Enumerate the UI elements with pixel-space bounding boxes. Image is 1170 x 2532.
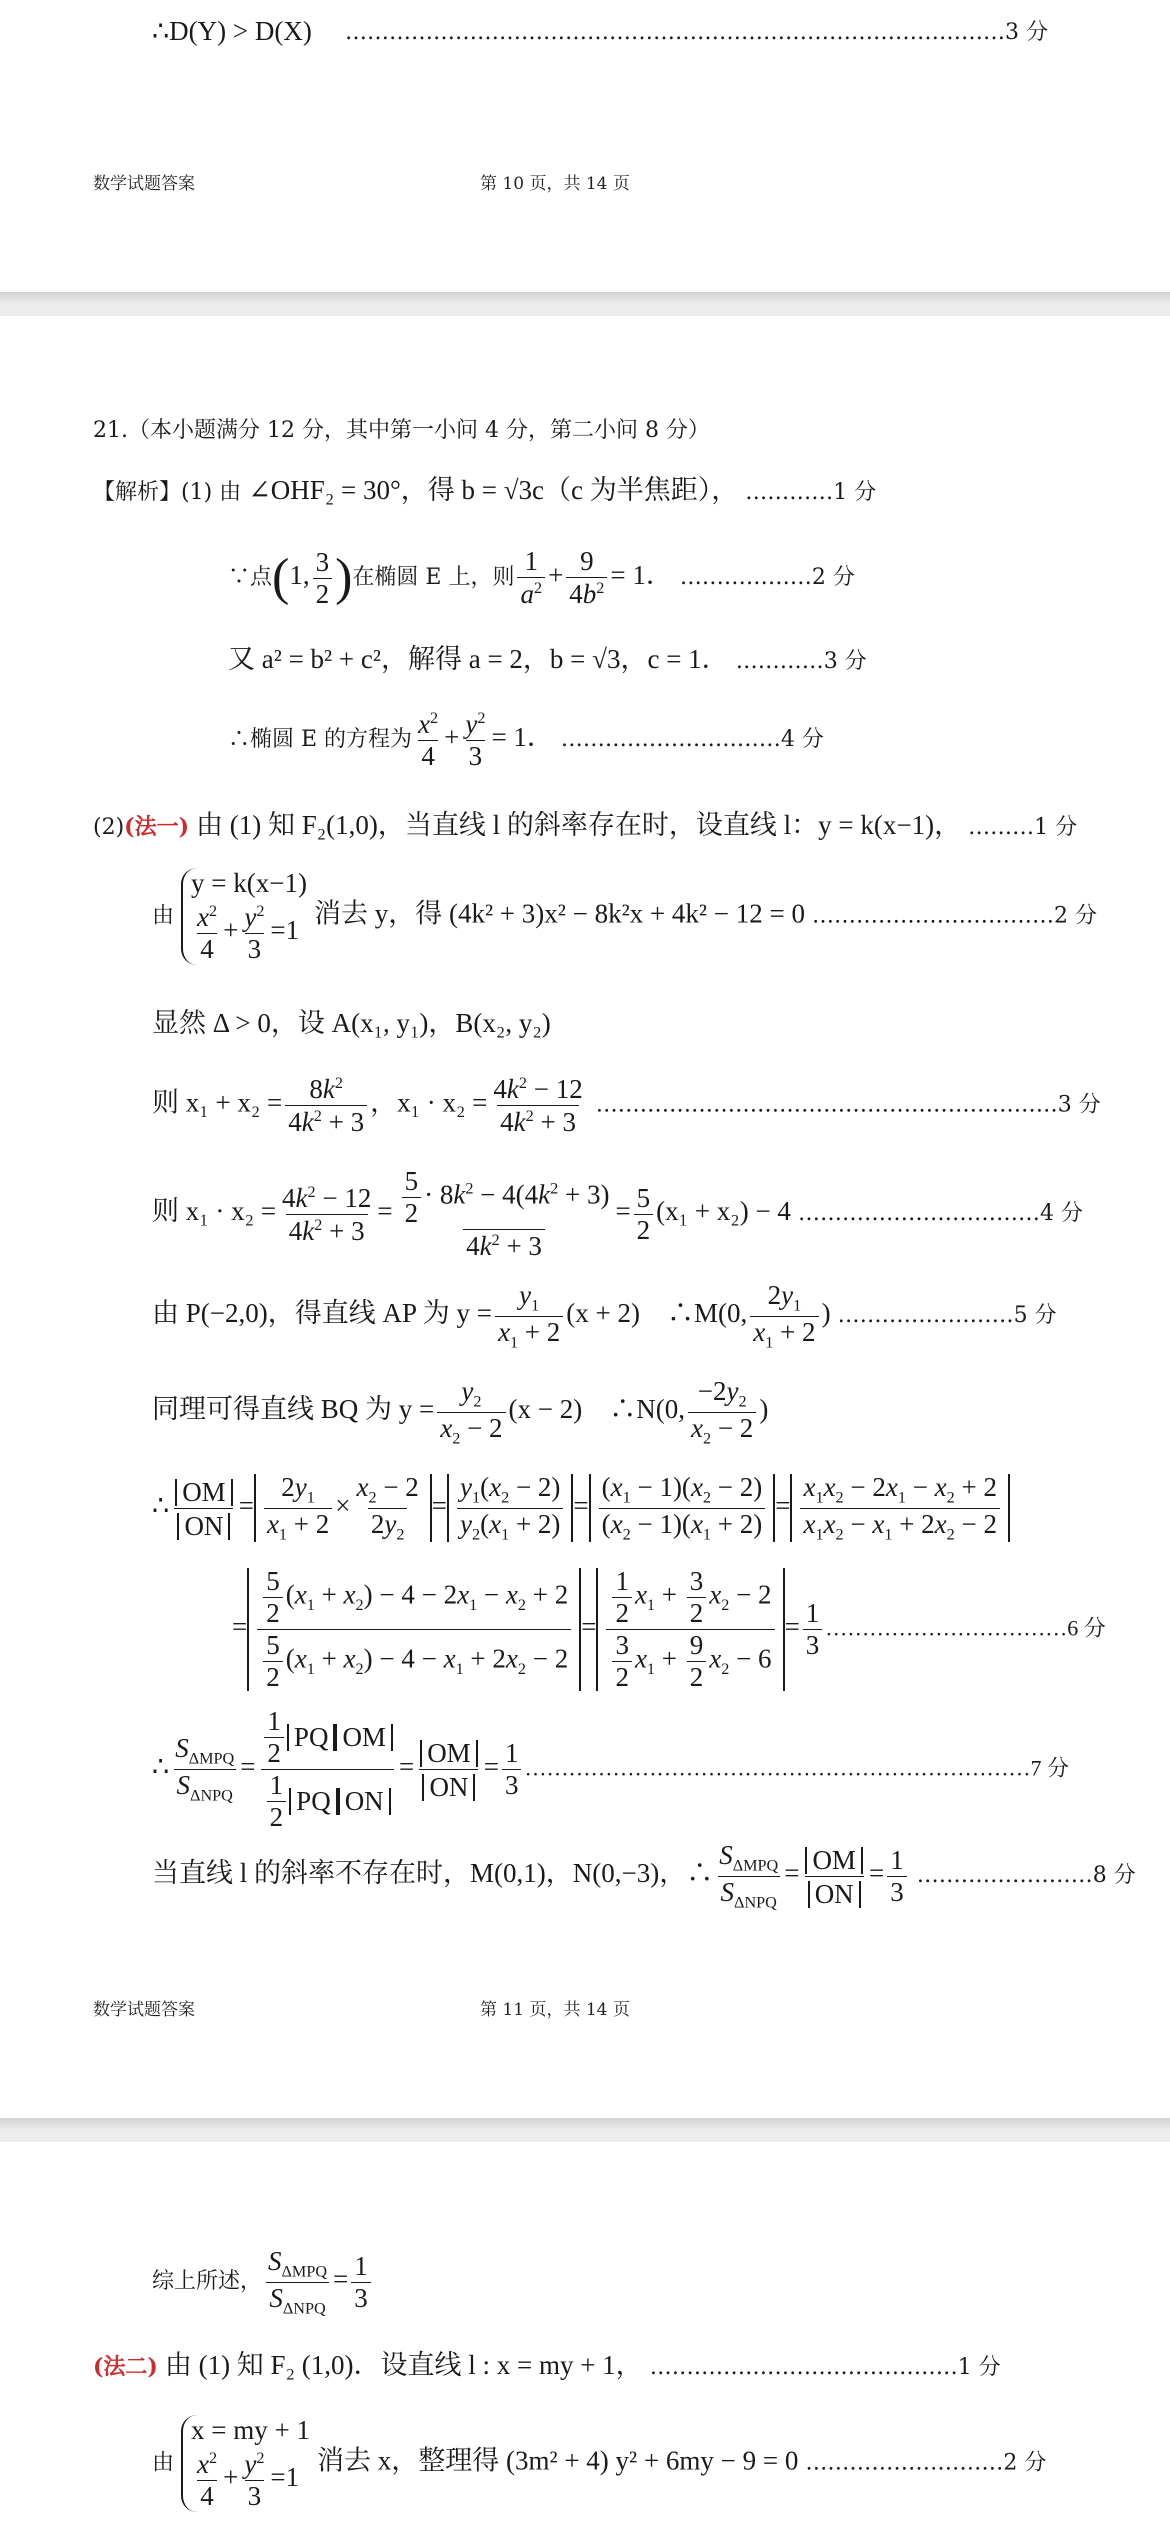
- part2-line-ap: 由 P(−2,0)，得直线 AP 为 y = $\frac{y_1}{x_1 + 2}$ (x + 2) ∴M(0, $\frac{2y_1}{x_1 + 2}$ ) ……………………5 分: [152, 1280, 1057, 1351]
- part2-vertical-case: 当直线 l 的斜率不存在时，M(0,1)，N(0,−3)，∴ $\frac{S_{\Delta MPQ}}{S_{\Delta NPQ}}$ = $\frac{OM}{ON}$ = $\frac{1}{3}$ ……………………8 分: [152, 1840, 1136, 1911]
- part2-system: 由 y = k(x−1) $\frac{x^2}{4}$ + $\frac{y^2}{3}$ =1 消去 y，得 (4k² + 3)x² − 8k²x + 4k² − 12 = 0 ……………………………2 分: [152, 868, 1097, 964]
- part1-line4: ∴椭圆 E 的方程为 $\frac{x^2}{4}$ + $\frac{y^2}{3}$ = 1． …………………………4 分: [228, 709, 824, 771]
- part2-ratio-line2: = $\frac{5}{2}$ $(x_1 + x_2) - 4 - 2x_1 - x_2 + 2$ $\frac{5}{2}$ $(x_1 + x_2) - 4 - x_1 + 2x_2 - 2$ = $\frac{1}{2}$ $x_1$ + $\frac{3}{2}$ $x_2 - 2$ $\frac{3}{2}$ $x_1$ + $\frac{9}{2}$ $x_2 - 6$ = $\frac{1}{3}$ ……………………………6 分: [232, 1566, 1106, 1692]
- problem-header: 21.（本小题满分 12 分，其中第一小问 4 分，第二小问 8 分）: [93, 418, 710, 443]
- page-footer-number: 第 11 页，共 14 页: [480, 2000, 630, 2020]
- page-footer-left: 数学试题答案: [93, 2000, 195, 2020]
- method2-system: 由 x = my + 1 $\frac{x^2}{4}$ + $\frac{y^2}{3}$ =1 消去 x，整理得 (3m² + 4) y² + 6my − 9 = 0 ………………………2 分: [152, 2415, 1047, 2511]
- part1-line3: 又 a² = b² + c²，解得 a = 2，b = √3，c = 1． …………3 分: [228, 644, 867, 674]
- page-separator: [0, 2118, 1170, 2142]
- part1-line1: 【解析】(1) 由 ∠OHF₂ = 30°，得 b = √3c（c 为半焦距）， …………1 分: [93, 475, 877, 505]
- part2-area-ratio: ∴ $\frac{S_{\Delta MPQ}}{S_{\Delta NPQ}}$ = $\frac{1}{2}$ PQ OM $\frac{1}{2}$ PQ ON = $\frac{OM}{ON}$ = $\frac{1}{3}$ ……………………………………………………………7 分: [152, 1706, 1069, 1832]
- part2-product: 则 x₁ · x₂ = $\frac{4k^2 - 12}{4k^2 + 3}$ = $\frac{5}{2}$ · $8k^2 - 4(4k^2 + 3)$ $4k^2 + 3$ = $\frac{5}{2}$ (x₁ + x₂) − 4 ……………………………4 分: [152, 1166, 1083, 1261]
- part2-vieta: 则 x₁ + x₂ = $\frac{8k^2}{4k^2 + 3}$ ，x₁ · x₂ = $\frac{4k^2 - 12}{4k^2 + 3}$ ………………………………………………………3 分: [152, 1074, 1101, 1137]
- part1-line2: ∵点(1, $\frac{3}{2}$ )在椭圆 E 上，则 $\frac{1}{a^2}$ + $\frac{9}{4b^2}$ = 1． ………………2 分: [228, 546, 855, 609]
- score-marker: ………………………………………………………………………………3 分: [345, 20, 1048, 45]
- page-footer-left: 数学试题答案: [93, 174, 195, 194]
- summary-line: 综上所述， $\frac{S_{\Delta MPQ}}{S_{\Delta NPQ}}$ = $\frac{1}{3}$: [152, 2248, 374, 2316]
- method2-line1: (法二) 由 (1) 知 F₂ (1,0)．设直线 l : x = my + 1， ……………………………………1 分: [93, 2350, 1001, 2380]
- conclusion-line: ∴D(Y) > D(X): [152, 16, 312, 46]
- part2-ratio-line1: ∴ $\frac{OM}{ON}$ = $\frac{2y_1}{x_1 + 2}$ × $\frac{x_2 - 2}{2y_2}$ = $\frac{y_1(x_2 - 2)}{y_2(x_1 + 2)}$ = $\frac{(x_1 - 1)(x_2 - 2)}{(x_2 - 1)(x_1 + 2)}$ = $\frac{x_1x_2 - 2x_1 - x_2 + 2}{x_1x_2 - x_1 + 2x_2 - 2}$: [152, 1474, 1010, 1542]
- part2-delta: 显然 Δ > 0，设 A(x₁, y₁)，B(x₂, y₂): [152, 1008, 551, 1038]
- part2-line-bq: 同理可得直线 BQ 为 y = $\frac{y_2}{x_2 - 2}$ (x − 2) ∴N(0, $\frac{-2y_2}{x_2 - 2}$ ): [152, 1376, 769, 1447]
- page-footer-number: 第 10 页，共 14 页: [480, 174, 630, 194]
- part2-line1: (2)(法一) 由 (1) 知 F₂(1,0)，当直线 l 的斜率存在时，设直线 l：y = k(x−1)， ………1 分: [93, 810, 1078, 840]
- page-separator: [0, 292, 1170, 316]
